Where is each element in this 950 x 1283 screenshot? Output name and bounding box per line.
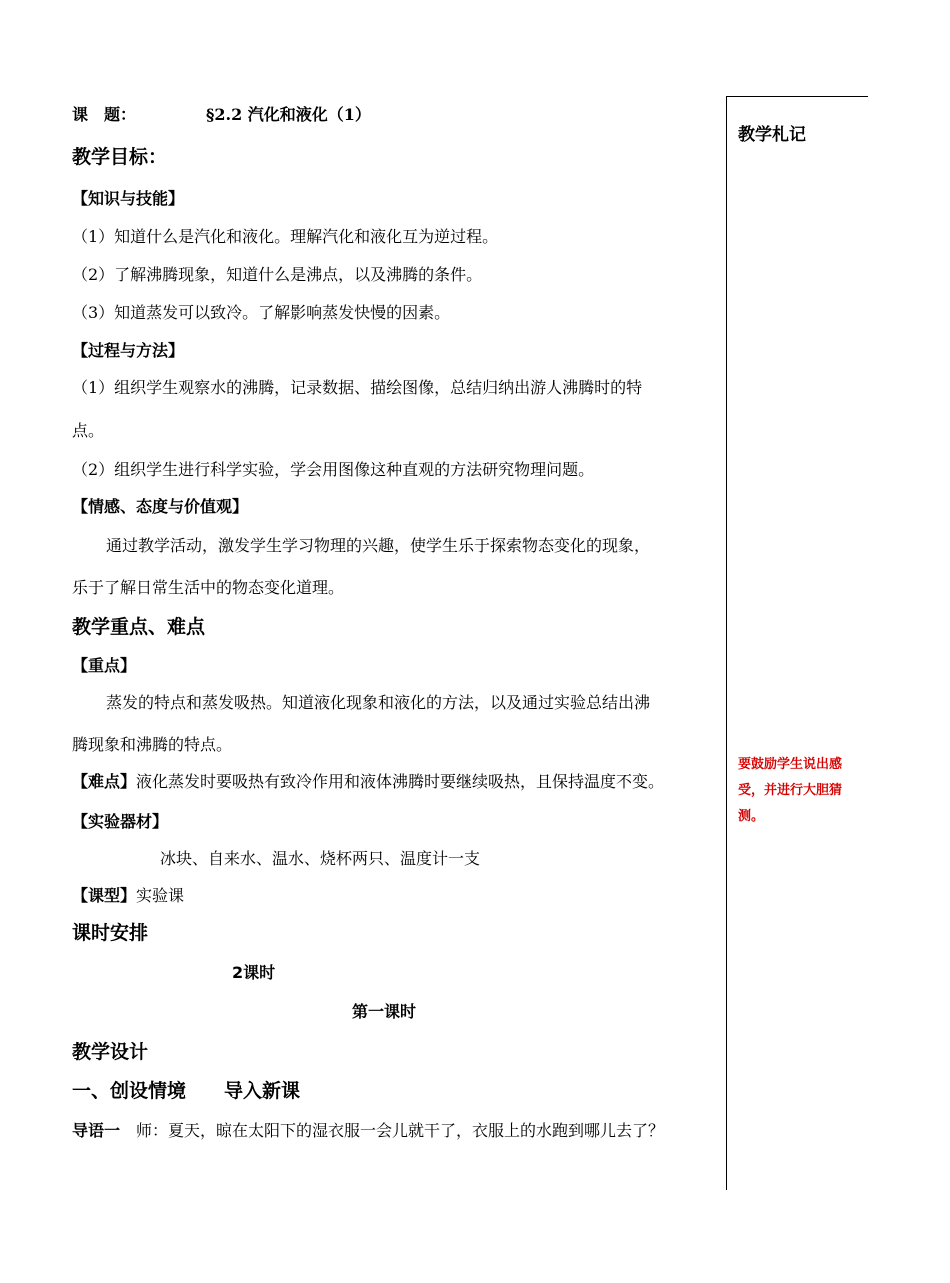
intro-text: 师：夏天，晾在太阳下的湿衣服一会儿就干了，衣服上的水跑到哪儿去了？ (120, 1121, 665, 1140)
first-lesson-heading: 第一课时 (352, 1002, 417, 1021)
design-heading: 教学设计 (72, 1041, 149, 1063)
emotion-line-2: 乐于了解日常生活中的物态变化道理。 (72, 578, 345, 597)
knowledge-item-1: （1）知道什么是汽化和液化。理解汽化和液化互为逆过程。 (72, 227, 499, 246)
objectives-heading: 教学目标： (72, 146, 168, 168)
emotion-line-1: 通过教学活动，激发学生学习物理的兴趣，使学生乐于探索物态变化的现象， (106, 536, 651, 555)
key-line-1: 蒸发的特点和蒸发吸热。知道液化现象和液化的方法，以及通过实验总结出沸 (106, 693, 651, 712)
sidebar-divider (726, 96, 727, 1190)
key-heading: 【重点】 (72, 656, 137, 675)
sidebar-top-border (726, 96, 868, 97)
knowledge-item-3: （3）知道蒸发可以致冷。了解影响蒸发快慢的因素。 (72, 303, 451, 322)
subject-label: 课 题： (72, 105, 137, 124)
subject-line (72, 104, 371, 126)
process-heading: 【过程与方法】 (72, 341, 185, 360)
process-item-1-continued: 点。 (72, 421, 105, 440)
knowledge-heading: 【知识与技能】 (72, 189, 185, 208)
equipment-text: 冰块、自来水、温水、烧杯两只、温度计一支 (160, 849, 481, 868)
key-difficult-heading: 教学重点、难点 (72, 616, 206, 638)
subject-value: §2.2 汽化和液化（1） (206, 105, 371, 124)
difficult-line (72, 771, 664, 793)
knowledge-item-2: （2）了解沸腾现象，知道什么是沸点，以及沸腾的条件。 (72, 265, 483, 284)
difficult-text: 液化蒸发时要吸热有致冷作用和液体沸腾时要继续吸热，且保持温度不变。 (136, 772, 665, 791)
type-text: 实验课 (136, 886, 185, 905)
teacher-note (738, 752, 868, 830)
teacher-note-line-2: 受，并进行大胆猜 (738, 783, 843, 798)
type-label: 【课型】 (72, 886, 137, 905)
section-one-heading: 一、创设情境 导入新课 (72, 1080, 301, 1102)
equipment-heading: 【实验器材】 (72, 812, 169, 831)
schedule-heading: 课时安排 (72, 922, 149, 944)
key-line-2: 腾现象和沸腾的特点。 (72, 735, 233, 754)
intro-label: 导语一 (72, 1121, 121, 1140)
difficult-label: 【难点】 (72, 772, 137, 791)
notes-sidebar (738, 120, 866, 145)
emotion-heading: 【情感、态度与价值观】 (72, 497, 249, 516)
teacher-note-line-3: 测。 (738, 809, 765, 824)
type-line (72, 885, 184, 907)
teacher-note-line-1: 要鼓励学生说出感 (738, 757, 843, 772)
process-item-1: （1）组织学生观察水的沸腾，记录数据、描绘图像，总结归纳出游人沸腾时的特 (72, 378, 643, 397)
schedule-text: 2课时 (232, 963, 276, 982)
intro-line (72, 1120, 664, 1142)
sidebar-title: 教学札记 (738, 125, 806, 145)
process-item-2: （2）组织学生进行科学实验，学会用图像这种直观的方法研究物理问题。 (72, 460, 595, 479)
